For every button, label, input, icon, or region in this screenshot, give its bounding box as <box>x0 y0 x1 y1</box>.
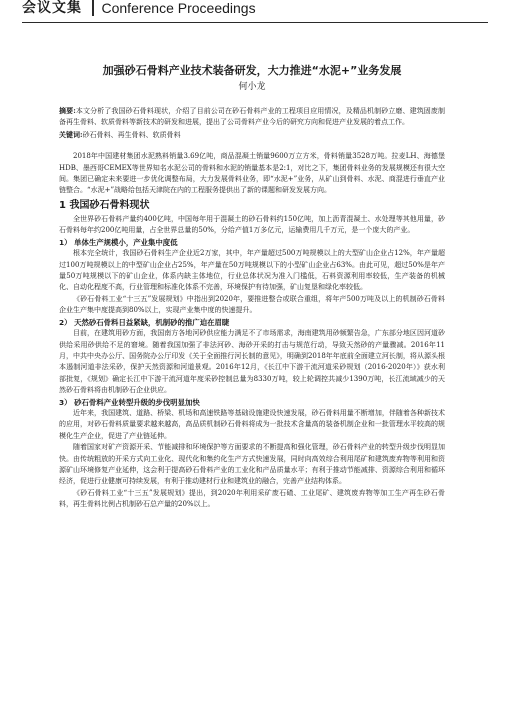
keywords <box>59 129 445 141</box>
abstract-label: 摘要: <box>59 106 76 115</box>
article-body <box>59 64 445 511</box>
keywords-label: 关键词: <box>59 129 83 139</box>
header-separator <box>92 0 94 16</box>
article-title: 加强砂石骨料产业技术装备研发，大力推进“水泥+”业务发展 <box>102 64 402 77</box>
article-author: 何小龙 <box>238 82 266 92</box>
abstract <box>59 105 445 129</box>
subsection-2-paragraph-1: 目前，在建筑用砂方面，我国南方各地河砂供应能力满足不了市场需求，海南建筑用砂频繁告急，广东部分地区因河道砂供给采用砂供给不足的窘境。随着我国加强了非法河砂、海砂开采的打击与规范行动，导致天然砂的产量骤减。2016年11月，中共中央办公厅、国务院办公厅印发《关于全面推行河长制的意见》，明确到2018年年底前全面建立河长制，将从源头根本遏制河道非法采砂，保护天然资源和河道景观。2016年12月，《长江中下游干流河道采砂规划（2016-2020年）》获水利部批复，《规划》确定长江中下游干流河道年度采砂控制总量为8330万吨，较上轮调控共减少1390万吨，长江流域减少的天然砂石骨料将由机制砂石企业供应。 <box>59 329 445 395</box>
subsection-1-paragraph-2: 《砂石骨料工业“十三五”发展规划》中指出到2020年，要推进整合或联合重组，将年产500万吨及以上的机制砂石骨料企业生产集中度提高到80%以上，实现产业集中度的快速提升。 <box>59 294 445 315</box>
subsection-2-heading: 2） 天然砂石骨料日益紧缺，机制砂的推广迫在眉睫 <box>59 317 230 327</box>
header-label-cn: 会议文集 <box>22 0 82 16</box>
section-1-intro: 全世界砂石骨料产量约400亿吨，中国每年用于混凝土的砂石骨料约150亿吨，加上沥青混凝土、水处理等其他用量，砂石骨料每年约200亿吨用量，占全世界总量的50%，分给产值1万多亿元，运输费用几千万元，是一个庞大的产业。 <box>59 214 445 235</box>
subsection-3-paragraph-3: 《砂石骨料工业“十三五”发展规划》提出，到2020年利用采矿废石碴、工业尾矿、建筑废弃物等加工生产再生砂石骨料，再生骨料比例占机制砂石总产量的20%以上。 <box>59 488 445 509</box>
subsection-1-paragraph-1: 根本完全统计，我国砂石骨料生产企业近2万家，其中，年产量超过500万吨规模以上的大型矿山企业占12%，年产量超过100万吨规模以上的中型矿山企业占25%，年产量在50万吨规模以下的小型矿山企业占63%。由此可见，超过50%是年产量50万吨规模以下的矿山企业，体系内缺主体地位，行业总体状况为准入门槛低，石料资源利用率较低，生产装备的机械化、自动化程度不高，行业管理和标准化体系不完善，环境保护有待加强，矿山复垦和绿化率较低。 <box>59 249 445 292</box>
section-1-heading: 1 我国砂石骨料现状 <box>59 199 150 211</box>
intro-paragraph: 2018年中国建材集团水泥熟料销量3.69亿吨，商品混凝土销量9600万立方米，骨料销量3528万吨。拉麦LH、海德堡HDB、墨西哥CEMEX等世界知名水泥公司的骨料和水泥的销量基本是2:1，对比之下，集团骨料业务的发展规模还有很大空间。集团已确定未来要进一步优化调整布局，大力发展骨料业务，即“水泥+”业务，从矿山到骨料、水泥、商混进行垂直产业链整合。“水泥+”战略给包括天津院在内的工程服务提供出了新的课题和研发发展方向。 <box>59 152 445 195</box>
subsection-3-paragraph-1: 近年来，我国建筑、道路、桥梁、机场和高速铁路等基础设施建设快速发展，砂石骨料用量不断增加，伴随着各种新技术的应用，对砂石骨料质量要求越来越高，高品质机制砂石骨料将成为一批技术含量高的装备机制企业和一批管理水平较高的规模化生产企业，促进了产业链延伸。 <box>59 409 445 440</box>
keywords-text: 砂石骨料、再生骨料、软质骨料 <box>82 130 181 139</box>
abstract-text: 本文分析了我国砂石骨料现状，介绍了目前公司在砂石骨料产业的工程项目应用情况，及精品机制砂立磨、建筑固废制备再生骨料、软质骨料等新技术的研发和进展，提出了公司骨料产业今后的研究方向和促进产业发展的着点工作。 <box>59 107 446 127</box>
subsection-1-heading: 1） 单体生产规模小，产业集中度低 <box>59 237 178 247</box>
subsection-3-heading: 3） 砂石骨料产业转型升级的步伐明显加快 <box>59 397 200 407</box>
header-label-en: Conference Proceedings <box>101 0 256 16</box>
running-header <box>22 0 488 23</box>
subsection-3-paragraph-2: 随着国家对矿产资源开采、节能减排和环境保护等方面要求的不断提高和强化管理，砂石骨料产业的转型升级步伐明显加快。由传统粗放的开采方式向工业化、现代化和集约化生产方式快速发展，同时向高效综合利用尾矿和建筑废弃物等利用和资源矿山环境修复产业延伸，这会利于提高砂石骨料产业的工业化和产品质量水平；有利于推动节能减排、资源综合利用和循环经济，促进行业健康可持续发展，有利于推动建材行业和建筑业的融合，完善产业结构体系。 <box>59 443 445 486</box>
